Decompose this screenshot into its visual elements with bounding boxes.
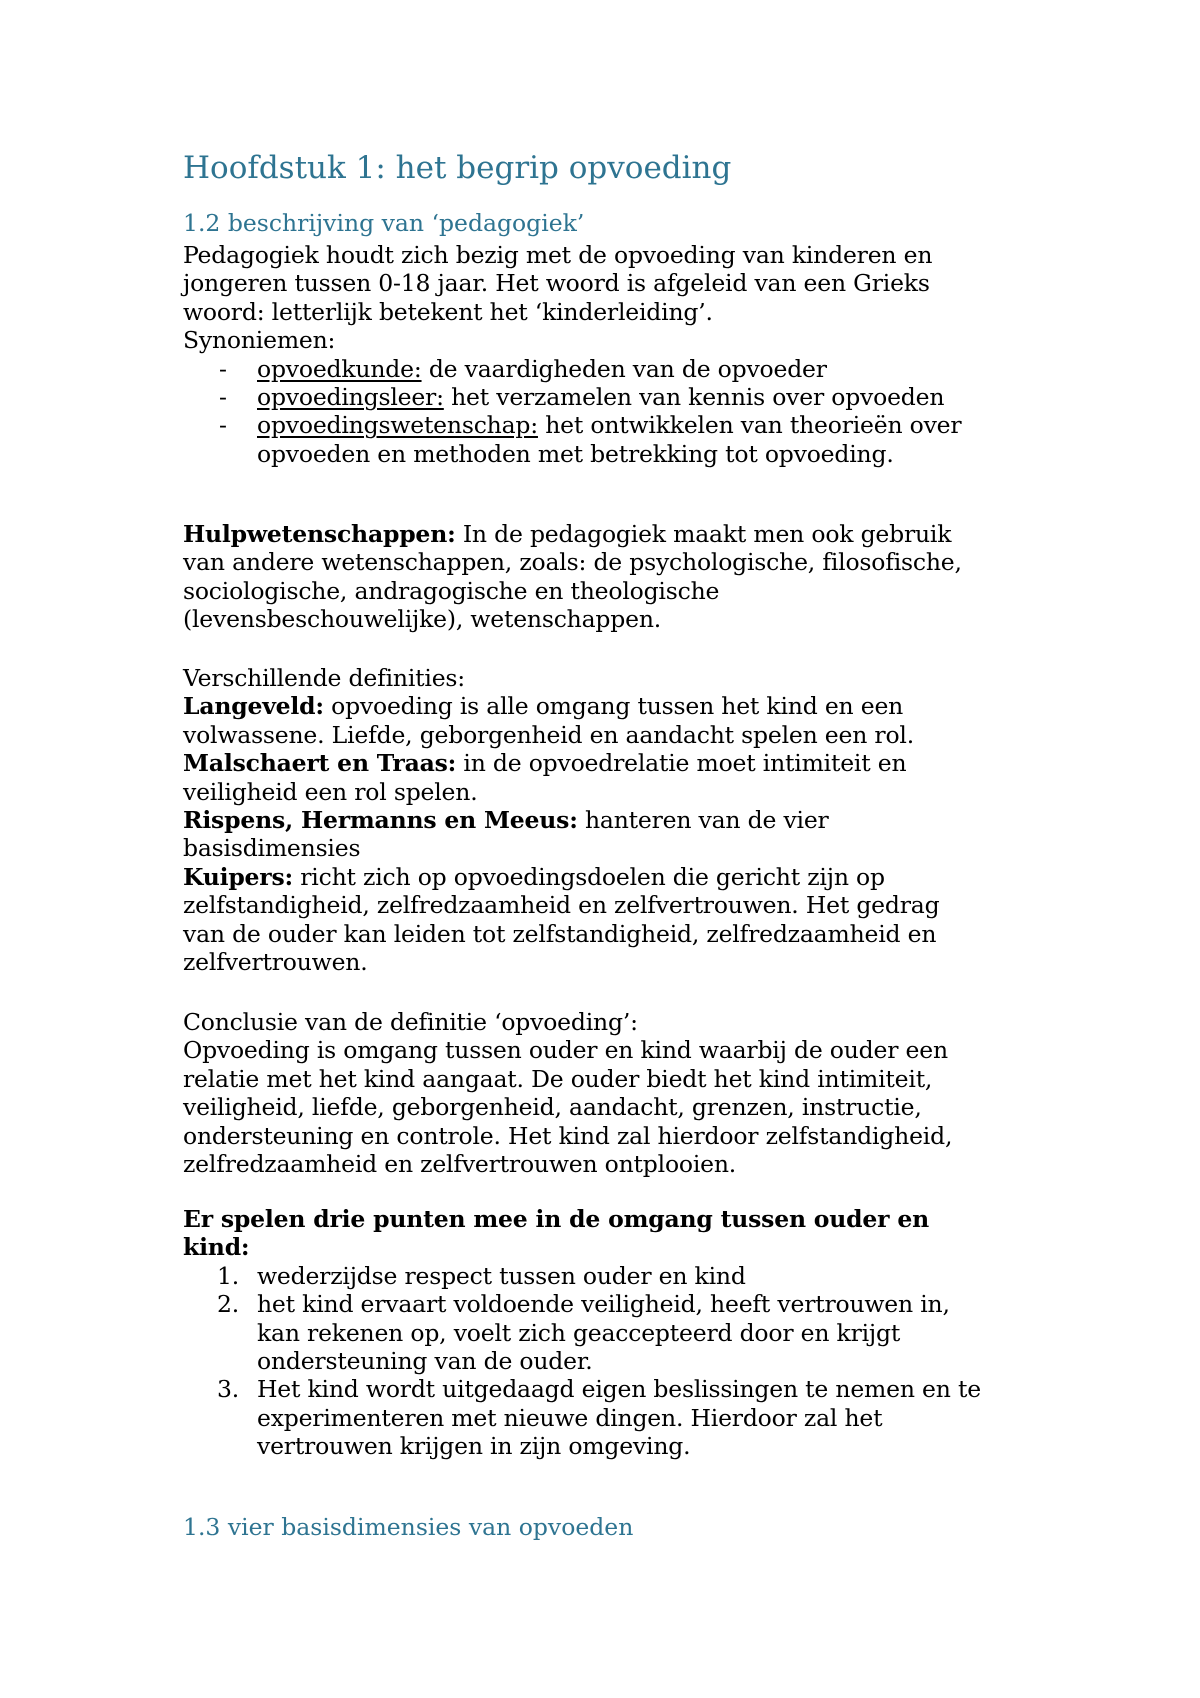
dash-bullet: -: [219, 383, 227, 412]
number-marker: 2.: [217, 1290, 240, 1319]
author-label: Langeveld:: [183, 692, 324, 721]
numbered-item: [183, 1262, 1033, 1290]
paragraph-line: zelfredzaamheid en zelfvertrouwen ontplooien.: [183, 1150, 737, 1179]
dash-bullet: -: [219, 354, 227, 383]
points-title: kind:: [183, 1233, 250, 1262]
conclusion-title: Conclusie van de definitie ‘opvoeding’:: [183, 1008, 638, 1036]
definition-line: veiligheid een rol spelen.: [183, 777, 478, 806]
definition-line: volwassene. Liefde, geborgenheid en aandacht spelen een rol.: [183, 720, 914, 749]
item-line: wederzijdse respect tussen ouder en kind: [257, 1261, 746, 1290]
list-item: [183, 355, 1033, 383]
definitions-block: [183, 664, 1033, 976]
numbered-item: [183, 1375, 1033, 1460]
paragraph-line: van andere wetenschappen, zoals: de psychologische, filosofische,: [183, 548, 962, 577]
paragraph-line: ondersteuning en controle. Het kind zal hierdoor zelfstandigheid,: [183, 1121, 953, 1150]
term-description: het verzamelen van kennis over opvoeden: [443, 383, 945, 412]
intro-block: [183, 241, 1033, 468]
number-marker: 3.: [217, 1375, 240, 1404]
paragraph-line: woord: letterlijk betekent het ‘kinderleiding’.: [183, 297, 713, 326]
number-marker: 1.: [217, 1261, 240, 1290]
item-line: kan rekenen op, voelt zich geaccepteerd door en krijgt: [257, 1318, 901, 1347]
definition-line: zelfvertrouwen.: [183, 948, 368, 977]
definitions-title: Verschillende definities:: [183, 664, 465, 692]
item-line: het kind ervaart voldoende veiligheid, heeft vertrouwen in,: [257, 1290, 950, 1319]
paragraph-line: (levensbeschouwelijke), wetenschappen.: [183, 605, 662, 634]
points-title: Er spelen drie punten mee in de omgang tussen ouder en: [183, 1205, 929, 1233]
paragraph-line: relatie met het kind aangaat. De ouder biedt het kind intimiteit,: [183, 1064, 933, 1093]
numbered-item: [183, 1290, 1033, 1375]
paragraph-line: sociologische, andragogische en theologische: [183, 576, 720, 605]
definition-line: zelfstandigheid, zelfredzaamheid en zelfvertrouwen. Het gedrag: [183, 891, 940, 920]
section-heading-1-3: 1.3 vier basisdimensies van opvoeden: [183, 1513, 634, 1541]
bold-label: Hulpwetenschappen:: [183, 520, 456, 548]
term-description: de vaardigheden van de opvoeder: [421, 354, 827, 383]
definition-text: in de opvoedrelatie moet intimiteit en: [456, 749, 907, 778]
definition-line: basisdimensies: [183, 834, 361, 863]
term-description-continuation: opvoeden en methoden met betrekking tot opvoeding.: [257, 439, 894, 468]
definition-line: van de ouder kan leiden tot zelfstandigheid, zelfredzaamheid en: [183, 919, 937, 948]
dash-bullet: -: [219, 411, 227, 440]
list-item: [183, 411, 1033, 468]
author-label: Rispens, Hermanns en Meeus:: [183, 806, 578, 835]
item-line: ondersteuning van de ouder.: [257, 1347, 593, 1376]
paragraph-line: jongeren tussen 0-18 jaar. Het woord is afgeleid van een Grieks: [183, 269, 930, 298]
item-line: Het kind wordt uitgedaagd eigen beslissingen te nemen en te: [257, 1375, 981, 1404]
hulpwetenschappen-paragraph: [183, 520, 1033, 634]
paragraph-line: veiligheid, liefde, geborgenheid, aandacht, grenzen, instructie,: [183, 1093, 922, 1122]
definition-text: opvoeding is alle omgang tussen het kind en een: [323, 692, 904, 721]
list-item: [183, 383, 1033, 411]
item-line: experimenteren met nieuwe dingen. Hierdoor zal het: [257, 1403, 883, 1432]
paragraph-line: Pedagogiek houdt zich bezig met de opvoeding van kinderen en: [183, 241, 933, 269]
term-underlined: opvoedkunde:: [257, 354, 422, 383]
definition-text: hanteren van de vier: [577, 806, 829, 835]
item-line: vertrouwen krijgen in zijn omgeving.: [257, 1432, 691, 1461]
section-heading-1-2: 1.2 beschrijving van ‘pedagogiek’: [183, 209, 585, 237]
author-label: Kuipers:: [183, 862, 293, 891]
definition-text: richt zich op opvoedingsdoelen die gericht zijn op: [293, 862, 885, 891]
chapter-heading: Hoofdstuk 1: het begrip opvoeding: [183, 150, 732, 186]
term-description: het ontwikkelen van theorieën over: [537, 411, 962, 440]
author-label: Malschaert en Traas:: [183, 749, 457, 778]
conclusion-block: [183, 1008, 1033, 1178]
paragraph-text: In de pedagogiek maakt men ook gebruik: [455, 520, 952, 548]
synonyms-label: Synoniemen:: [183, 326, 336, 355]
points-block: [183, 1205, 1033, 1461]
paragraph-line: Opvoeding is omgang tussen ouder en kind waarbij de ouder een: [183, 1036, 948, 1065]
term-underlined: opvoedingswetenschap:: [257, 411, 538, 440]
term-underlined: opvoedingsleer:: [257, 383, 444, 412]
